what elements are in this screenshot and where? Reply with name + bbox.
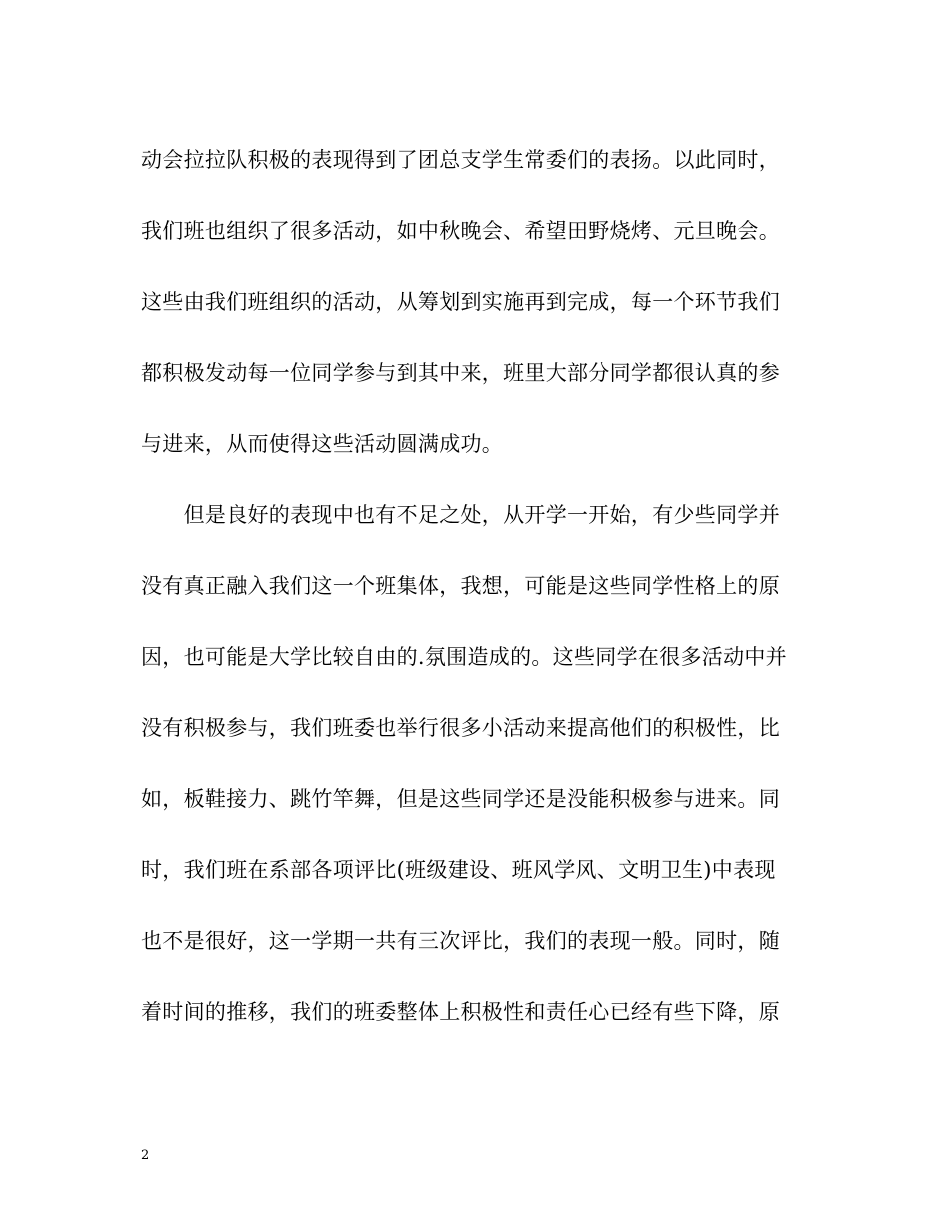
text-line-8: 因，也可能是大学比较自由的.氛围造成的。这些同学在很多活动中并 bbox=[141, 645, 787, 669]
text-line-1: 动会拉拉队积极的表现得到了团总支学生常委们的表扬。以此同时， bbox=[141, 148, 780, 172]
page-number: 2 bbox=[141, 1148, 150, 1163]
text-line-12: 也不是很好，这一学期一共有三次评比，我们的表现一般。同时，随 bbox=[141, 929, 780, 953]
text-line-4: 都积极发动每一位同学参与到其中来，班里大部分同学都很认真的参 bbox=[141, 361, 780, 385]
text-line-6: 但是良好的表现中也有不足之处，从开学一开始，有少些同学并 bbox=[141, 503, 780, 527]
text-line-3: 这些由我们班组织的活动，从筹划到实施再到完成，每一个环节我们 bbox=[141, 290, 780, 314]
text-line-7: 没有真正融入我们这一个班集体，我想，可能是这些同学性格上的原 bbox=[141, 574, 780, 598]
text-line-5: 与进来，从而使得这些活动圆满成功。 bbox=[141, 432, 504, 456]
text-line-11: 时，我们班在系部各项评比(班级建设、班风学风、文明卫生)中表现 bbox=[141, 858, 776, 882]
text-line-2: 我们班也组织了很多活动，如中秋晚会、希望田野烧烤、元旦晚会。 bbox=[141, 219, 780, 243]
text-line-9: 没有积极参与，我们班委也举行很多小活动来提高他们的积极性，比 bbox=[141, 716, 780, 740]
text-line-13: 着时间的推移，我们的班委整体上积极性和责任心已经有些下降，原 bbox=[141, 1000, 780, 1024]
text-line-10: 如，板鞋接力、跳竹竿舞，但是这些同学还是没能积极参与进来。同 bbox=[141, 787, 780, 811]
